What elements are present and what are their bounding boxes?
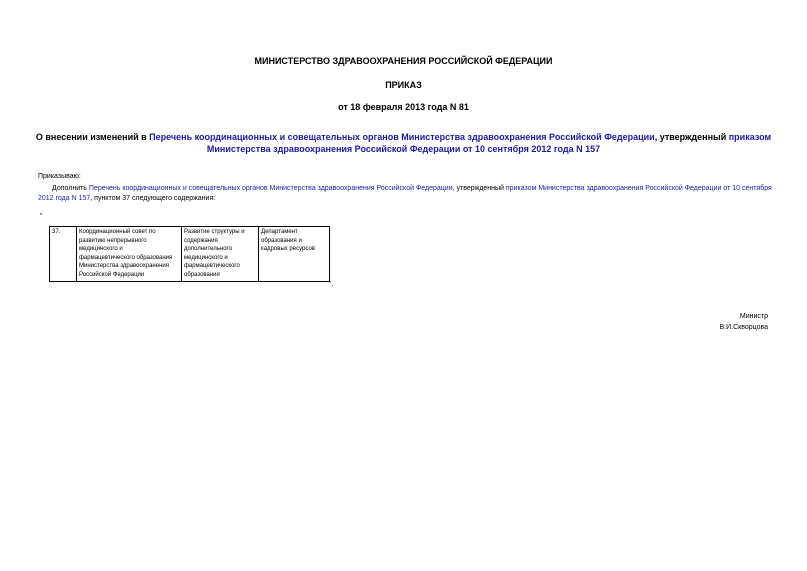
para-middle: , утвержденный — [452, 185, 506, 192]
signature-title: Министр — [739, 313, 768, 320]
table-row — [50, 227, 330, 282]
para-link-order[interactable]: приказом Министерства здравоохранения Российской Федерации от 10 сентября 2012 года N 157 — [38, 185, 772, 202]
document-subject — [30, 131, 777, 155]
amendment-table — [49, 226, 330, 282]
subject-middle: , утвержденный — [654, 132, 729, 142]
subject-link-order[interactable]: приказом Министерства здравоохранения Российской Федерации от 10 сентября 2012 года N 157 — [206, 132, 772, 154]
cell-department: Департамент образования и кадровых ресурсов — [259, 227, 330, 282]
cell-body-name: Координационный совет по развитию непрерывного медицинского и фармацевтического образования Министерства здравоохранения Российской Федерации — [77, 227, 182, 282]
ministry-heading: МИНИСТЕРСТВО ЗДРАВООХРАНЕНИЯ РОССИЙСКОЙ ФЕДЕРАЦИИ — [254, 56, 553, 66]
subject-prefix: О внесении изменений в — [35, 132, 150, 142]
order-directive-label: Приказываю: — [38, 173, 81, 180]
quote-open: " — [40, 213, 43, 220]
order-paragraph — [38, 184, 772, 204]
subject-link-list[interactable]: Перечень координационных и совещательных органов Министерства здравоохранения Российской Федерации — [149, 132, 655, 142]
document-type-heading: ПРИКАЗ — [385, 80, 422, 90]
signature-name: В.И.Скворцова — [719, 324, 768, 331]
cell-purpose: Развитие структуры и содержания дополнительного медицинского и фармацевтического образования — [182, 227, 259, 282]
para-link-list[interactable]: Перечень координационных и совещательных органов Министерства здравоохранения Российской Федерации — [88, 185, 453, 192]
document-date-number: от 18 февраля 2013 года N 81 — [338, 102, 469, 112]
para-suffix: , пунктом 37 следующего содержания: — [90, 195, 216, 202]
para-prefix: Дополнить — [52, 185, 89, 192]
cell-number: 37. — [50, 227, 77, 282]
quote-close: ". — [329, 281, 334, 288]
